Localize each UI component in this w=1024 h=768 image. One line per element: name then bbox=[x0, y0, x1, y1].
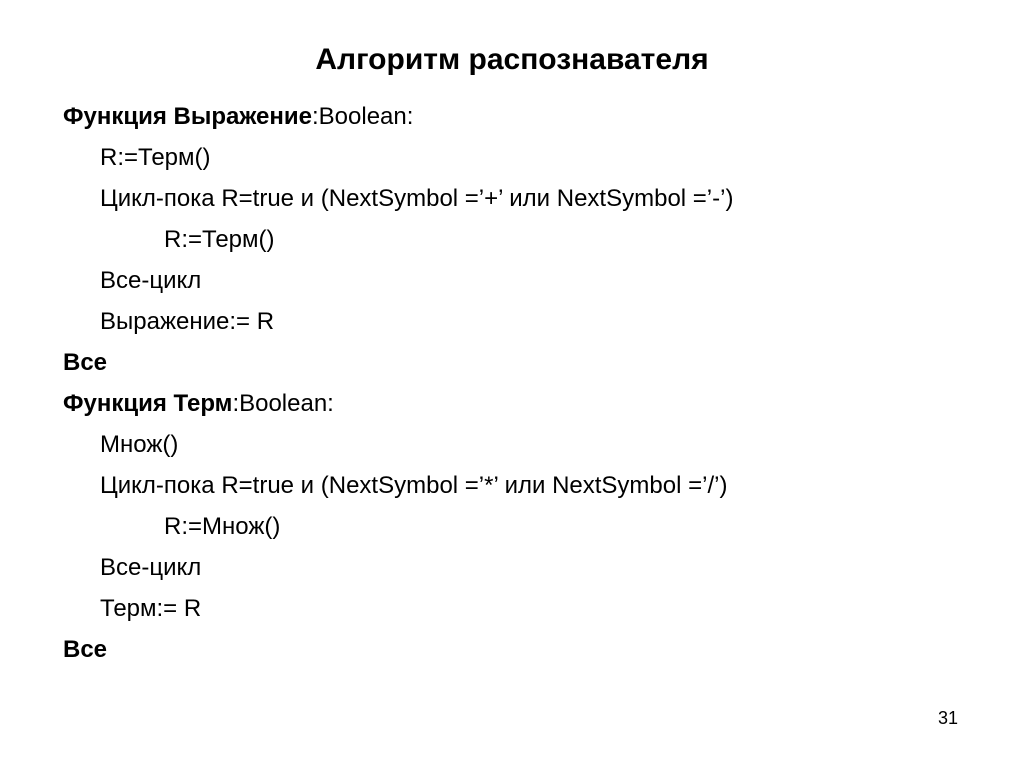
code-line-loop-body: R:=Множ() bbox=[164, 513, 281, 540]
code-line-loop-end: Все-цикл bbox=[100, 554, 202, 581]
code-line-loop: Цикл-пока R=true и (NextSymbol =’*’ или NextSymbol =’/’) bbox=[100, 472, 728, 499]
code-line-return: Терм:= R bbox=[100, 595, 202, 622]
algorithm-code-block bbox=[63, 96, 733, 670]
function-expression-keyword: Функция Выражение bbox=[63, 103, 312, 130]
code-line-loop-end: Все-цикл bbox=[100, 267, 202, 294]
code-line-loop: Цикл-пока R=true и (NextSymbol =’+’ или NextSymbol =’-’) bbox=[100, 185, 734, 212]
code-line: Множ() bbox=[100, 431, 179, 458]
function-expression-return-type: :Boolean: bbox=[312, 103, 414, 130]
function-term-keyword: Функция Терм bbox=[63, 390, 233, 417]
page-number: 31 bbox=[938, 708, 959, 728]
function-expression-end: Все bbox=[63, 349, 108, 376]
slide-title: Алгоритм распознавателя bbox=[315, 43, 709, 76]
function-term-return-type: :Boolean: bbox=[232, 390, 334, 417]
code-line-return: Выражение:= R bbox=[100, 308, 275, 335]
function-term-header bbox=[63, 383, 733, 424]
code-line: R:=Терм() bbox=[100, 144, 211, 171]
code-line-loop-body: R:=Терм() bbox=[164, 226, 275, 253]
function-term-end: Все bbox=[63, 636, 108, 663]
function-expression-header bbox=[63, 96, 733, 137]
